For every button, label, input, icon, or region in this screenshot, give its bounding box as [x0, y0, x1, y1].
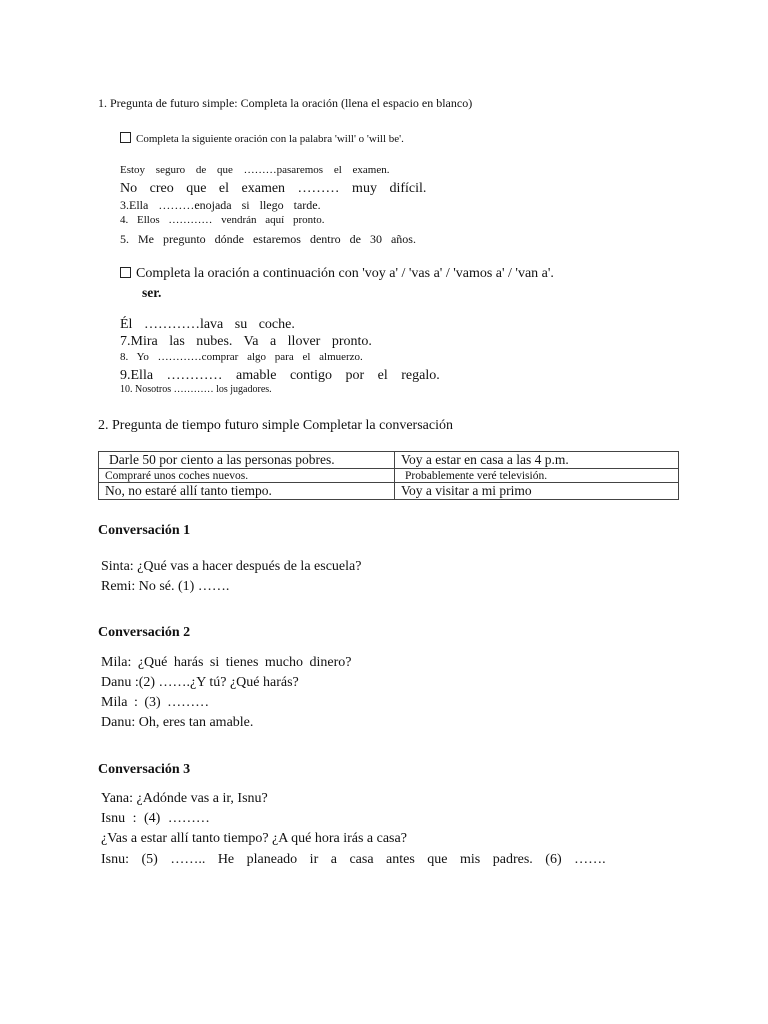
table-cell: Compraré unos coches nuevos.	[99, 468, 395, 483]
section-1-title: 1. Pregunta de futuro simple: Completa la oración (llena el espacio en blanco)	[98, 96, 473, 110]
instruction-a	[120, 132, 404, 145]
item-b-4: 9.Ella ………… amable contigo por el regalo.	[120, 368, 440, 383]
table-cell: Probablemente veré televisión.	[395, 468, 679, 483]
checkbox-icon	[120, 267, 131, 278]
conversation-3-title: Conversación 3	[98, 762, 191, 777]
item-a-5: 5. Me pregunto dónde estaremos dentro de 30 años.	[120, 232, 416, 246]
conversation-line: Mila : (3) ………	[101, 695, 210, 710]
conversation-line: Remi: No sé. (1) …….	[101, 579, 230, 594]
conversation-line: Isnu : (4) ………	[101, 811, 210, 826]
instruction-a-text: Completa la siguiente oración con la palabra 'will' o 'will be'.	[136, 133, 404, 145]
item-b-2: 7.Mira las nubes. Va a llover pronto.	[120, 334, 372, 349]
table-cell: Darle 50 por ciento a las personas pobres.	[99, 452, 395, 469]
conversation-2-title: Conversación 2	[98, 625, 191, 640]
conversation-line: ¿Vas a estar allí tanto tiempo? ¿A qué hora irás a casa?	[101, 831, 407, 846]
item-b-5: 10. Nosotros ………… los jugadores.	[120, 384, 272, 395]
table-row	[99, 483, 679, 500]
table-cell: No, no estaré allí tanto tiempo.	[99, 483, 395, 500]
conversation-line: Isnu: (5) …….. He planeado ir a casa antes que mis padres. (6) …….	[101, 852, 606, 867]
conversation-line: Sinta: ¿Qué vas a hacer después de la escuela?	[101, 559, 362, 574]
instruction-b-cont: ser.	[142, 285, 162, 300]
table-cell: Voy a estar en casa a las 4 p.m.	[395, 452, 679, 469]
item-a-3: 3.Ella ………enojada si llego tarde.	[120, 198, 321, 212]
item-a-1: Estoy seguro de que ………pasaremos el examen.	[120, 164, 390, 176]
item-a-2: No creo que el examen ……… muy difícil.	[120, 181, 427, 196]
conversation-line: Mila: ¿Qué harás si tienes mucho dinero?	[101, 655, 352, 670]
instruction-b-text: Completa la oración a continuación con 'voy a' / 'vas a' / 'vamos a' / 'van a'.	[136, 266, 554, 281]
conversation-line: Danu: Oh, eres tan amable.	[101, 715, 254, 730]
item-b-3: 8. Yo …………comprar algo para el almuerzo.	[120, 351, 363, 363]
conversation-line: Yana: ¿Adónde vas a ir, Isnu?	[101, 791, 268, 806]
item-a-4: 4. Ellos ………… vendrán aquí pronto.	[120, 214, 325, 226]
table-row	[99, 468, 679, 483]
answer-options-table	[98, 451, 679, 500]
instruction-b	[120, 267, 554, 281]
table-cell: Voy a visitar a mi primo	[395, 483, 679, 500]
conversation-1-title: Conversación 1	[98, 523, 191, 538]
checkbox-icon	[120, 132, 131, 143]
item-b-1: Él …………lava su coche.	[120, 317, 295, 332]
table-row	[99, 452, 679, 469]
section-2-title: 2. Pregunta de tiempo futuro simple Completar la conversación	[98, 418, 453, 433]
conversation-line: Danu :(2) …….¿Y tú? ¿Qué harás?	[101, 675, 299, 690]
